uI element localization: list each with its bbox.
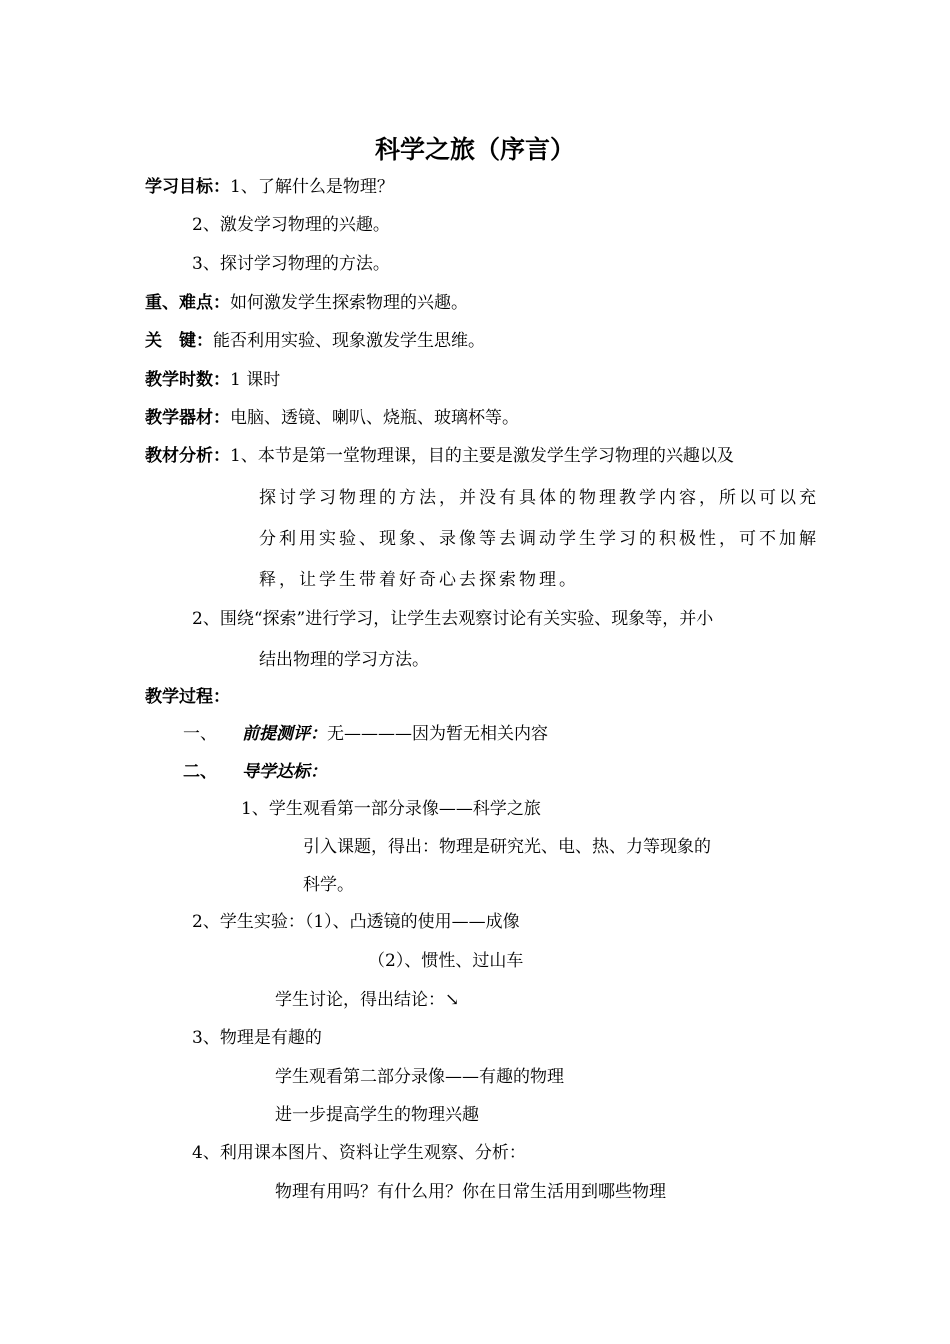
analysis-label: 教材分析： bbox=[145, 446, 230, 466]
analysis-p2-line1: 2、围绕“探索”进行学习，让学生去观察讨论有关实验、现象等，并小 bbox=[192, 609, 714, 629]
key-point-text: 能否利用实验、现象激发学生思维。 bbox=[213, 331, 485, 351]
step-1-line1: 1、学生观看第一部分录像——科学之旅 bbox=[241, 799, 541, 819]
objectives-label: 学习目标： bbox=[145, 177, 230, 197]
analysis-p1-line3: 分利用实验、现象、录像等去调动学生学习的积极性，可不加解 bbox=[259, 529, 819, 549]
analysis-p1-line1: 1、本节是第一堂物理课，目的主要是激发学生学习物理的兴趣以及 bbox=[230, 446, 734, 466]
objective-item-3: 3、探讨学习物理的方法。 bbox=[192, 254, 390, 274]
equipment-label: 教学器材： bbox=[145, 408, 230, 428]
process-label: 教学过程： bbox=[145, 687, 230, 707]
objective-item-2: 2、激发学习物理的兴趣。 bbox=[192, 215, 390, 235]
key-point-row bbox=[145, 330, 485, 352]
analysis-p2-line2: 结出物理的学习方法。 bbox=[259, 650, 429, 670]
step-1-line3: 科学。 bbox=[303, 875, 354, 895]
step-2-line1: 2、学生实验：（1）、凸透镜的使用——成像 bbox=[192, 912, 520, 932]
section-2-title: 导学达标： bbox=[242, 762, 327, 782]
hours-label: 教学时数： bbox=[145, 370, 230, 390]
key-point-label: 关 键： bbox=[145, 331, 213, 351]
document-title: 科学之旅（序言） bbox=[374, 135, 575, 164]
equipment-row bbox=[145, 407, 519, 429]
section-1-row bbox=[183, 723, 217, 745]
objective-item-1: 1、了解什么是物理？ bbox=[230, 177, 394, 197]
step-3-line3: 进一步提高学生的物理兴趣 bbox=[275, 1105, 479, 1125]
key-difficult-row bbox=[145, 292, 468, 314]
section-1-number: 一、 bbox=[183, 724, 217, 744]
analysis-p1-line2: 探讨学习物理的方法，并没有具体的物理教学内容，所以可以充 bbox=[259, 488, 819, 508]
section-2-number: 二、 bbox=[183, 762, 217, 782]
section-1-content bbox=[242, 723, 548, 745]
hours-row bbox=[145, 369, 280, 391]
step-2-line3: 学生讨论，得出结论：↘ bbox=[275, 990, 460, 1010]
analysis-row bbox=[145, 445, 734, 467]
equipment-text: 电脑、透镜、喇叭、烧瓶、玻璃杯等。 bbox=[230, 408, 519, 428]
step-3-line2: 学生观看第二部分录像——有趣的物理 bbox=[275, 1067, 564, 1087]
step-4-line1: 4、利用课本图片、资料让学生观察、分析： bbox=[192, 1143, 526, 1163]
key-difficult-label: 重、难点： bbox=[145, 293, 230, 313]
step-3-line1: 3、物理是有趣的 bbox=[192, 1028, 322, 1048]
section-2-row bbox=[183, 761, 217, 783]
step-1-line2: 引入课题，得出：物理是研究光、电、热、力等现象的 bbox=[303, 837, 711, 857]
step-4-line2: 物理有用吗？有什么用？你在日常生活用到哪些物理 bbox=[275, 1182, 666, 1202]
key-difficult-text: 如何激发学生探索物理的兴趣。 bbox=[230, 293, 468, 313]
objectives-row bbox=[145, 176, 394, 198]
section-1-title: 前提测评： bbox=[242, 724, 327, 744]
analysis-p1-line4: 释，让学生带着好奇心去探索物理。 bbox=[259, 570, 579, 590]
section-2-content bbox=[242, 761, 327, 783]
step-2-line2: （2）、惯性、过山车 bbox=[368, 951, 524, 971]
section-1-text: 无————因为暂无相关内容 bbox=[327, 724, 548, 744]
hours-text: 1 课时 bbox=[230, 370, 281, 390]
